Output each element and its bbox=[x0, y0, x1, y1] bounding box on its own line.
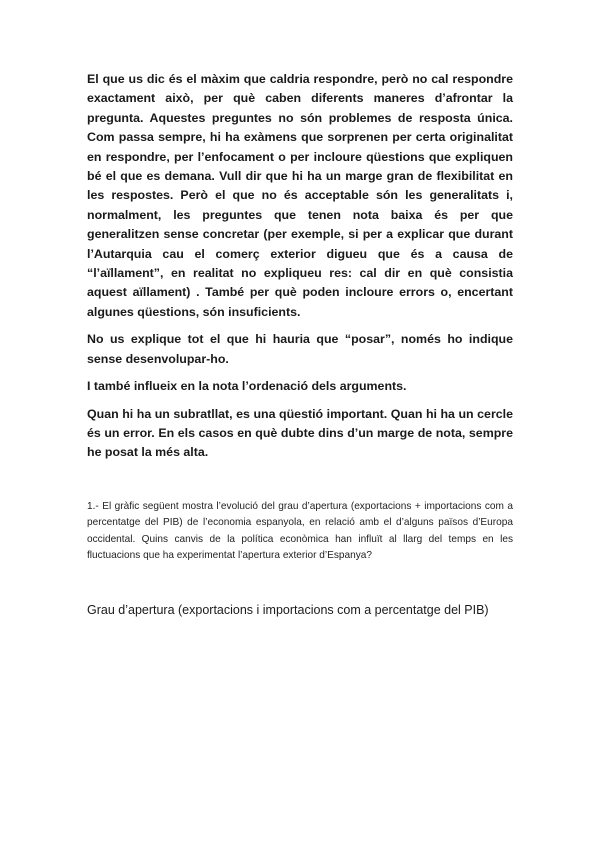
paragraph-not-explained: No us explique tot el que hi hauria que “posar”, només ho indique sense desenvolupar-ho. bbox=[87, 332, 513, 366]
paragraph-grading-intro: El que us dic és el màxim que caldria respondre, però no cal respondre exactament això, per què caben diferents maneres d’afrontar la pregunta. Aquestes preguntes no són problemes de resposta única. Com passa sempre, hi ha exàmens que sorprenen per certa originalitat en respondre, per l’enfocament o per incloure qüestions que expliquen bé el que es demana. Vull dir que hi ha un marge gran de flexibilitat en les respostes. Però el que no és acceptable són les generalitats i, normalment, les preguntes que tenen nota baixa és per que generalitzen sense concretar (per exemple, si per a explicar que durant l’Autarquia cau el comerç exterior digueu que és a causa de “l’aïllament”, en realitat no expliqueu res: cal dir en què consistia aquest aïllament) . També per què poden incloure errors o, encertant algunes qüestions, són insuficients. bbox=[87, 72, 513, 319]
question-1-text: 1.- El gràfic següent mostra l’evolució del grau d’apertura (exportacions + importacions com a percentatge del PIB) de l’economia espanyola, en relació amb el d’alguns països d’Europa occidental. Quins canvis de la política econòmica han influït al llarg del temps en les fluctuacions que ha experimentat l’apertura exterior d’Espanya? bbox=[87, 500, 513, 562]
paragraph-ordering: I també influeix en la nota l’ordenació dels arguments. bbox=[87, 379, 407, 394]
chart-title: Grau d’apertura (exportacions i importacions com a percentatge del PIB) bbox=[87, 602, 489, 617]
paragraph-underline-circle: Quan hi ha un subratllat, es una qüestió important. Quan hi ha un cercle és un error. En els casos en què dubte dins d’un marge de nota, sempre he posat la més alta. bbox=[87, 406, 513, 460]
